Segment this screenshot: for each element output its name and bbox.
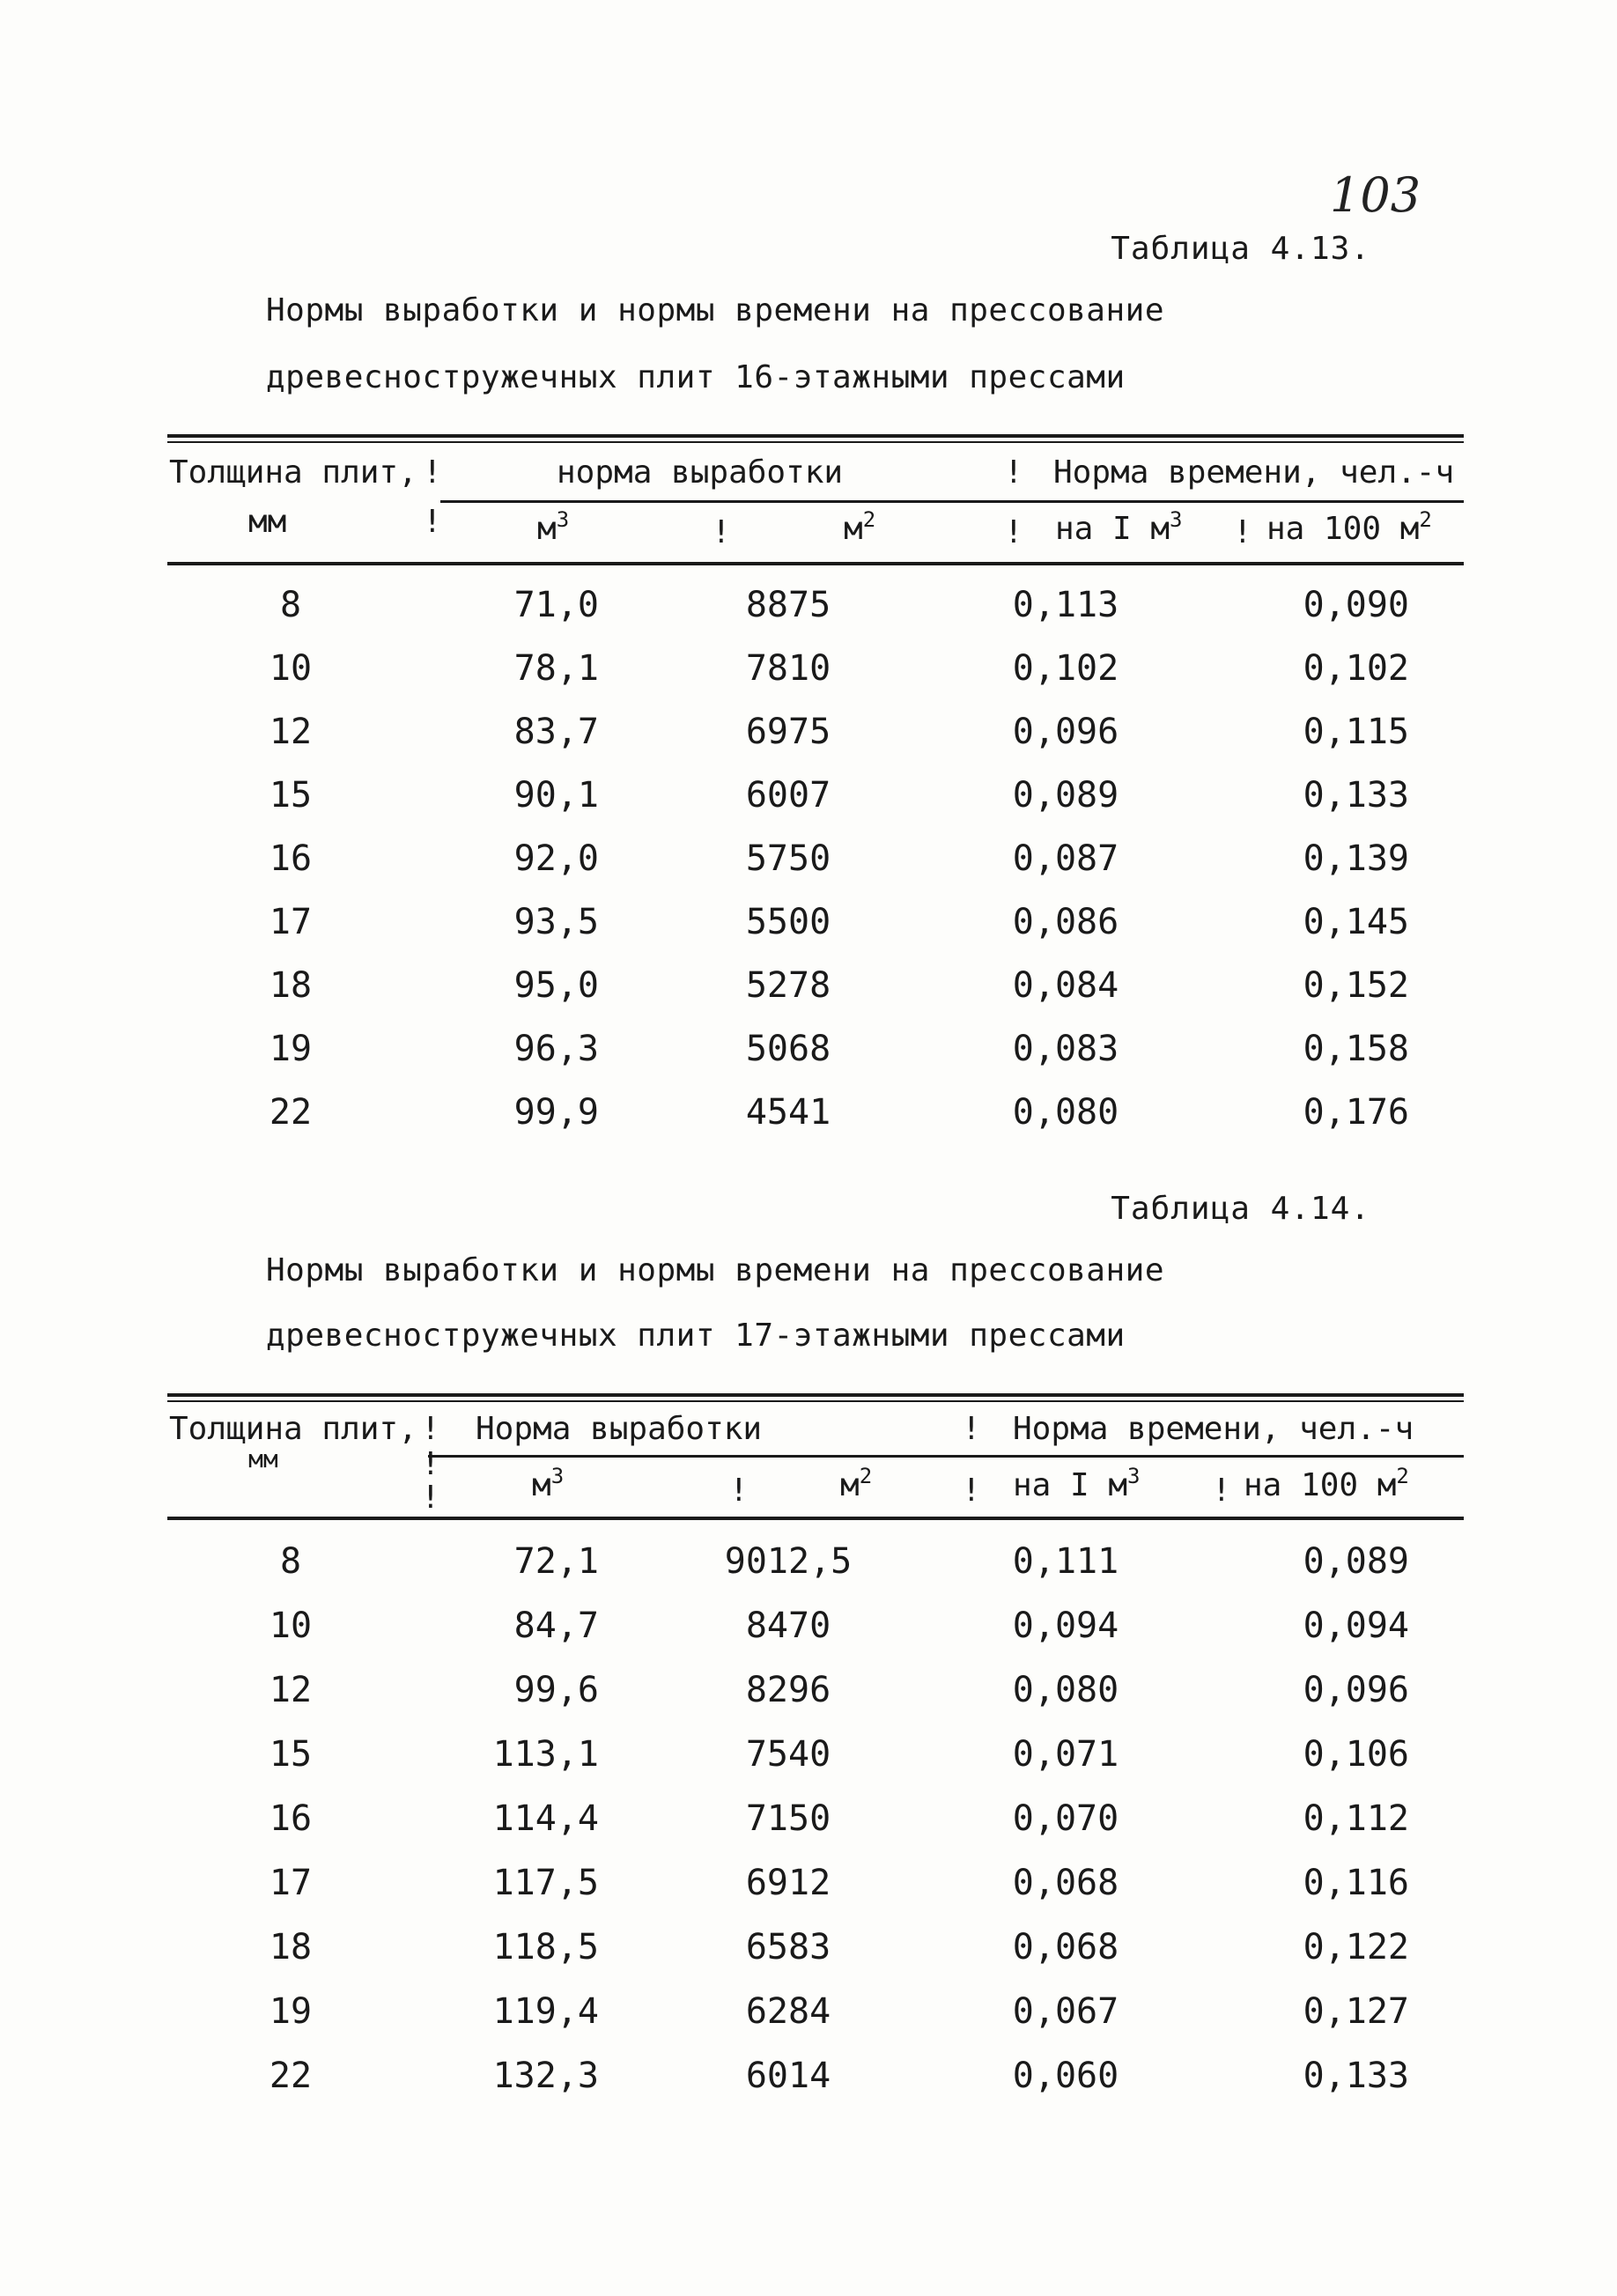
cell-output-m2: 7810 bbox=[745, 648, 831, 689]
header-unit-m2: $м^2$ bbox=[844, 507, 876, 547]
header-time-per-100m2: на 100 $м^2$ bbox=[1266, 507, 1432, 547]
cell-output-m3: 83,7 bbox=[513, 712, 599, 752]
cell-output-m3: 92,0 bbox=[513, 838, 599, 879]
cell-output-m2: 8296 bbox=[745, 1670, 831, 1710]
cell-time-per-m3: 0,067 bbox=[1012, 1991, 1119, 2032]
table-title: древесностружечных плит 16-этажными прессами bbox=[266, 359, 1126, 395]
column-separator: ! bbox=[1212, 1473, 1231, 1509]
cell-thickness: 16 bbox=[269, 838, 313, 879]
column-separator: ! bbox=[712, 514, 731, 550]
column-separator: ! bbox=[423, 504, 442, 540]
column-separator: ! bbox=[423, 454, 442, 491]
cell-thickness: 18 bbox=[269, 965, 313, 1006]
column-separator: ! bbox=[1004, 454, 1023, 491]
column-separator: ! bbox=[421, 1411, 440, 1447]
cell-thickness: 15 bbox=[269, 1734, 313, 1775]
cell-time-per-100m2: 0,096 bbox=[1303, 1670, 1409, 1710]
cell-output-m3: 72,1 bbox=[513, 1541, 599, 1582]
cell-time-per-m3: 0,094 bbox=[1012, 1606, 1119, 1646]
cell-time-per-100m2: 0,116 bbox=[1303, 1863, 1409, 1903]
cell-time-per-m3: 0,113 bbox=[1012, 585, 1119, 625]
header-time-per-100m2: на 100 $м^2$ bbox=[1244, 1464, 1409, 1503]
header-unit-m3: $м^3$ bbox=[537, 507, 570, 547]
cell-output-m2: 5500 bbox=[745, 902, 831, 942]
header-unit-m3: $м^3$ bbox=[532, 1464, 565, 1503]
cell-time-per-100m2: 0,133 bbox=[1303, 2056, 1409, 2096]
cell-time-per-100m2: 0,102 bbox=[1303, 648, 1409, 689]
cell-thickness: 22 bbox=[269, 2056, 313, 2096]
cell-thickness: 22 bbox=[269, 1092, 313, 1133]
cell-output-m3: 78,1 bbox=[513, 648, 599, 689]
table-title: древесностружечных плит 17-этажными прессами bbox=[266, 1318, 1126, 1354]
cell-thickness: 10 bbox=[269, 1606, 313, 1646]
cell-time-per-100m2: 0,145 bbox=[1303, 902, 1409, 942]
cell-output-m2: 6284 bbox=[745, 1991, 831, 2032]
cell-output-m2: 6912 bbox=[745, 1863, 831, 1903]
cell-output-m2: 6975 bbox=[745, 712, 831, 752]
cell-time-per-m3: 0,080 bbox=[1012, 1092, 1119, 1133]
column-separator: ! bbox=[421, 1480, 440, 1516]
cell-time-per-m3: 0,086 bbox=[1012, 902, 1119, 942]
table-top-rule bbox=[167, 1400, 1464, 1402]
cell-output-m3: 119,4 bbox=[492, 1991, 599, 2032]
column-separator: ! bbox=[729, 1473, 749, 1509]
cell-time-per-100m2: 0,090 bbox=[1303, 585, 1409, 625]
header-bottom-rule bbox=[167, 1517, 1464, 1520]
cell-output-m2: 5068 bbox=[745, 1029, 831, 1069]
cell-thickness: 17 bbox=[269, 1863, 313, 1903]
header-unit-m2: $м^2$ bbox=[840, 1464, 873, 1503]
header-thickness: Толщина плит, bbox=[169, 1411, 417, 1447]
cell-time-per-100m2: 0,176 bbox=[1303, 1092, 1409, 1133]
cell-time-per-m3: 0,068 bbox=[1012, 1927, 1119, 1967]
header-time-per-m3: на I $м^3$ bbox=[1055, 507, 1183, 547]
cell-time-per-m3: 0,068 bbox=[1012, 1863, 1119, 1903]
cell-thickness: 18 bbox=[269, 1927, 313, 1967]
cell-time-per-m3: 0,102 bbox=[1012, 648, 1119, 689]
cell-time-per-100m2: 0,094 bbox=[1303, 1606, 1409, 1646]
cell-time-per-m3: 0,083 bbox=[1012, 1029, 1119, 1069]
column-separator: ! bbox=[962, 1473, 981, 1509]
cell-thickness: 19 bbox=[269, 1991, 313, 2032]
cell-time-per-m3: 0,070 bbox=[1012, 1798, 1119, 1839]
page-number: 103 bbox=[1330, 167, 1421, 223]
cell-output-m2: 7150 bbox=[745, 1798, 831, 1839]
cell-output-m2: 6583 bbox=[745, 1927, 831, 1967]
cell-time-per-m3: 0,084 bbox=[1012, 965, 1119, 1006]
cell-thickness: 16 bbox=[269, 1798, 313, 1839]
cell-time-per-m3: 0,096 bbox=[1012, 712, 1119, 752]
cell-output-m3: 132,3 bbox=[492, 2056, 599, 2096]
header-subrule bbox=[428, 1455, 1464, 1458]
cell-output-m3: 99,6 bbox=[513, 1670, 599, 1710]
table-title: Нормы выработки и нормы времени на прессование bbox=[266, 1252, 1164, 1288]
header-bottom-rule bbox=[167, 562, 1464, 565]
table-label: Таблица 4.13. bbox=[1111, 231, 1370, 267]
header-output-norm: Норма выработки bbox=[476, 1411, 763, 1447]
cell-time-per-100m2: 0,133 bbox=[1303, 775, 1409, 816]
cell-output-m3: 93,5 bbox=[513, 902, 599, 942]
header-thickness-unit: мм bbox=[248, 1444, 278, 1473]
cell-output-m3: 90,1 bbox=[513, 775, 599, 816]
cell-thickness: 19 bbox=[269, 1029, 313, 1069]
cell-time-per-100m2: 0,106 bbox=[1303, 1734, 1409, 1775]
table-top-rule bbox=[167, 1393, 1464, 1397]
cell-output-m2: 7540 bbox=[745, 1734, 831, 1775]
cell-output-m3: 118,5 bbox=[492, 1927, 599, 1967]
cell-time-per-100m2: 0,112 bbox=[1303, 1798, 1409, 1839]
cell-time-per-100m2: 0,139 bbox=[1303, 838, 1409, 879]
cell-output-m3: 84,7 bbox=[513, 1606, 599, 1646]
header-time-per-m3: на I $м^3$ bbox=[1013, 1464, 1141, 1503]
header-time-norm: Норма времени, чел.-ч bbox=[1013, 1411, 1414, 1447]
cell-output-m2: 8470 bbox=[745, 1606, 831, 1646]
cell-time-per-100m2: 0,152 bbox=[1303, 965, 1409, 1006]
cell-output-m3: 96,3 bbox=[513, 1029, 599, 1069]
cell-time-per-m3: 0,071 bbox=[1012, 1734, 1119, 1775]
cell-output-m3: 113,1 bbox=[492, 1734, 599, 1775]
cell-output-m2: 8875 bbox=[745, 585, 831, 625]
column-separator: ! bbox=[962, 1411, 981, 1447]
cell-time-per-m3: 0,111 bbox=[1012, 1541, 1119, 1582]
cell-output-m2: 4541 bbox=[745, 1092, 831, 1133]
cell-thickness: 15 bbox=[269, 775, 313, 816]
table-label: Таблица 4.14. bbox=[1111, 1191, 1370, 1227]
column-separator: ! bbox=[1233, 514, 1252, 550]
header-subrule bbox=[440, 500, 1464, 503]
table-top-rule bbox=[167, 434, 1464, 438]
table-title: Нормы выработки и нормы времени на прессование bbox=[266, 292, 1164, 329]
cell-thickness: 17 bbox=[269, 902, 313, 942]
cell-output-m3: 114,4 bbox=[492, 1798, 599, 1839]
header-time-norm: Норма времени, чел.-ч bbox=[1053, 454, 1455, 491]
cell-output-m2: 5750 bbox=[745, 838, 831, 879]
header-thickness-unit: мм bbox=[248, 504, 287, 540]
cell-thickness: 12 bbox=[269, 712, 313, 752]
header-thickness: Толщина плит, bbox=[169, 454, 417, 491]
cell-output-m2: 6014 bbox=[745, 2056, 831, 2096]
cell-time-per-100m2: 0,122 bbox=[1303, 1927, 1409, 1967]
cell-time-per-100m2: 0,089 bbox=[1303, 1541, 1409, 1582]
cell-output-m3: 95,0 bbox=[513, 965, 599, 1006]
cell-thickness: 8 bbox=[279, 585, 302, 625]
cell-time-per-100m2: 0,127 bbox=[1303, 1991, 1409, 2032]
cell-time-per-100m2: 0,158 bbox=[1303, 1029, 1409, 1069]
cell-thickness: 10 bbox=[269, 648, 313, 689]
cell-time-per-m3: 0,087 bbox=[1012, 838, 1119, 879]
cell-thickness: 8 bbox=[279, 1541, 302, 1582]
cell-output-m3: 117,5 bbox=[492, 1863, 599, 1903]
cell-time-per-m3: 0,060 bbox=[1012, 2056, 1119, 2096]
column-separator: ! bbox=[1004, 514, 1023, 550]
cell-output-m3: 71,0 bbox=[513, 585, 599, 625]
cell-output-m3: 99,9 bbox=[513, 1092, 599, 1133]
cell-time-per-100m2: 0,115 bbox=[1303, 712, 1409, 752]
header-output-norm: норма выработки bbox=[557, 454, 844, 491]
cell-output-m2: 6007 bbox=[745, 775, 831, 816]
cell-time-per-m3: 0,089 bbox=[1012, 775, 1119, 816]
cell-thickness: 12 bbox=[269, 1670, 313, 1710]
cell-output-m2: 5278 bbox=[745, 965, 831, 1006]
cell-output-m2: 9012,5 bbox=[724, 1541, 853, 1582]
cell-time-per-m3: 0,080 bbox=[1012, 1670, 1119, 1710]
table-top-rule bbox=[167, 441, 1464, 443]
column-separator: ! bbox=[421, 1446, 440, 1482]
